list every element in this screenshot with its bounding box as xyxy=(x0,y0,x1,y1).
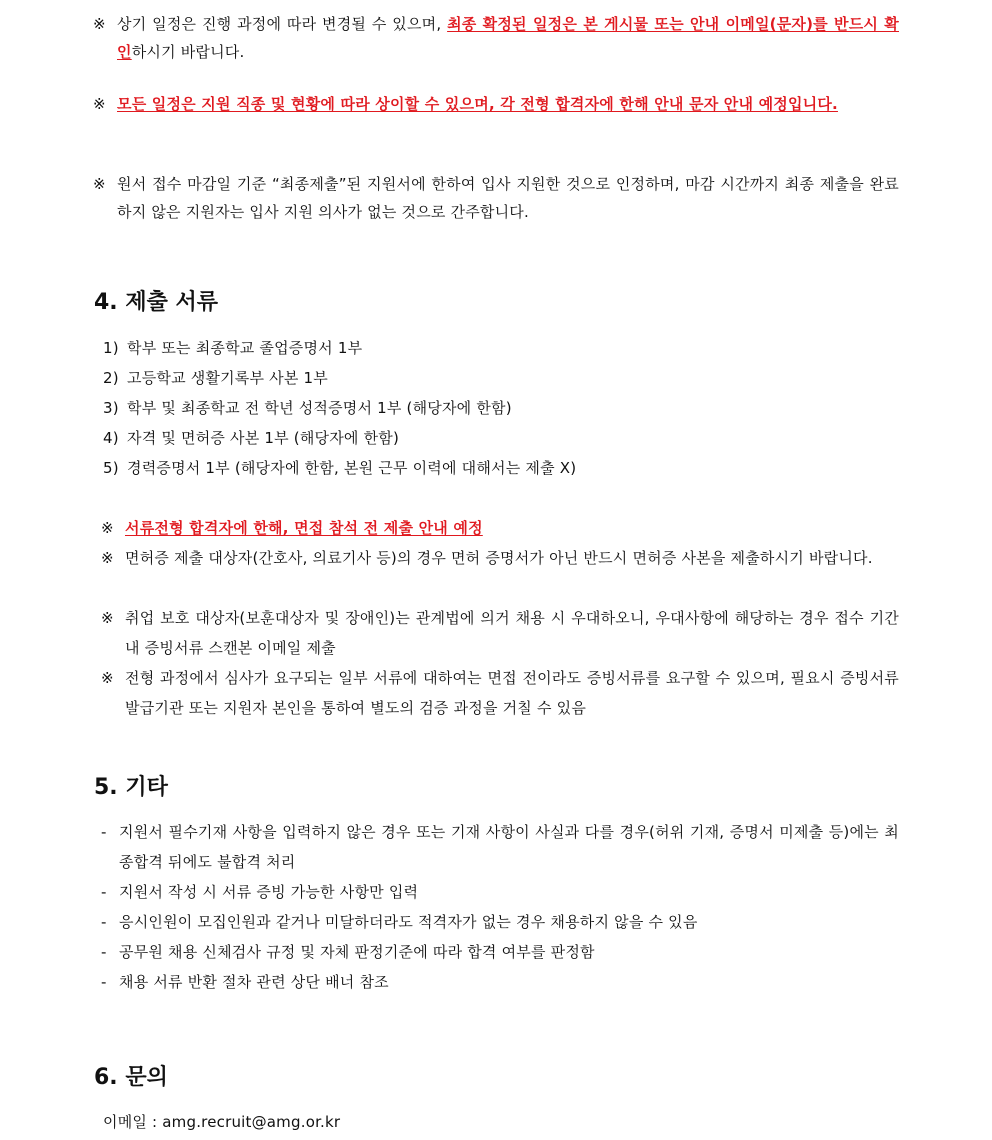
etc-item: - 응시인원이 모집인원과 같거나 미달하더라도 적격자가 없는 경우 채용하지 않을 수 있음 xyxy=(101,913,698,931)
section-heading-etc: 5. 기타 xyxy=(94,775,168,800)
document-note: ※ 전형 과정에서 심사가 요구되는 일부 서류에 대하여는 면접 전이라도 증빙서류를 요구할 수 있으며, 필요시 증빙서류 발급기관 또는 지원자 본인을 통하여 별도의 검증 과정을 거칠 수 있음 xyxy=(101,669,899,717)
note-mark: ※ xyxy=(93,175,106,193)
note-mark: ※ xyxy=(93,15,106,33)
final-submit-note: ※ 원서 접수 마감일 기준 “최종제출”된 지원서에 한하여 입사 지원한 것으로 인정하며, 마감 시간까지 최종 제출을 완료하지 않은 지원자는 입사 지원 의사가 없는 것으로 간주합니다. xyxy=(93,170,899,226)
schedule-change-note: ※ 상기 일정은 진행 과정에 따라 변경될 수 있으며, 최종 확정된 일정은 본 게시물 또는 안내 이메일(문자)를 반드시 확인하시기 바랍니다. xyxy=(93,10,899,66)
etc-item: - 지원서 필수기재 사항을 입력하지 않은 경우 또는 기재 사항이 사실과 다를 경우(허위 기재, 증명서 미제출 등)에는 최종합격 뒤에도 불합격 처리 xyxy=(101,823,899,871)
highlight-text: 최종 확정된 일정은 본 게시물 또는 안내 이메일(문자)를 반드시 확인 xyxy=(117,15,899,61)
document-note: ※ 면허증 제출 대상자(간호사, 의료기사 등)의 경우 면허 증명서가 아닌 반드시 면허증 사본을 제출하시기 바랍니다. xyxy=(101,549,873,567)
document-item: 2) 고등학교 생활기록부 사본 1부 xyxy=(103,369,328,387)
highlight-text: 서류전형 합격자에 한해, 면접 참석 전 제출 안내 예정 xyxy=(125,519,483,537)
schedule-vary-note xyxy=(93,90,899,118)
document-item: 5) 경력증명서 1부 (해당자에 한함, 본원 근무 이력에 대해서는 제출 X) xyxy=(103,459,577,477)
contact-line xyxy=(103,1108,340,1136)
note-mark: ※ xyxy=(93,95,106,113)
document-item: 4) 자격 및 면허증 사본 1부 (해당자에 한함) xyxy=(103,429,400,447)
document-note: ※ 취업 보호 대상자(보훈대상자 및 장애인)는 관계법에 의거 채용 시 우대하오니, 우대사항에 해당하는 경우 접수 기간 내 증빙서류 스캔본 이메일 제출 xyxy=(101,609,899,657)
document-note: ※ 서류전형 합격자에 한해, 면접 참석 전 제출 안내 예정 xyxy=(101,519,483,537)
email-label: 이메일 : xyxy=(103,1113,163,1131)
email-address[interactable]: amg.recruit@amg.or.kr xyxy=(162,1113,341,1131)
etc-item: - 지원서 작성 시 서류 증빙 가능한 사항만 입력 xyxy=(101,883,419,901)
section-heading-contact: 6. 문의 xyxy=(94,1065,168,1090)
etc-item: - 채용 서류 반환 절차 관련 상단 배너 참조 xyxy=(101,973,389,991)
document-item: 1) 학부 또는 최종학교 졸업증명서 1부 xyxy=(103,339,363,357)
etc-item: - 공무원 채용 신체검사 규정 및 자체 판정기준에 따라 합격 여부를 판정함 xyxy=(101,943,595,961)
section-heading-documents: 4. 제출 서류 xyxy=(94,290,218,315)
highlight-text: 모든 일정은 지원 직종 및 현황에 따라 상이할 수 있으며, 각 전형 합격자에 한해 안내 문자 안내 예정입니다. xyxy=(117,95,838,113)
document-item: 3) 학부 및 최종학교 전 학년 성적증명서 1부 (해당자에 한함) xyxy=(103,399,512,417)
